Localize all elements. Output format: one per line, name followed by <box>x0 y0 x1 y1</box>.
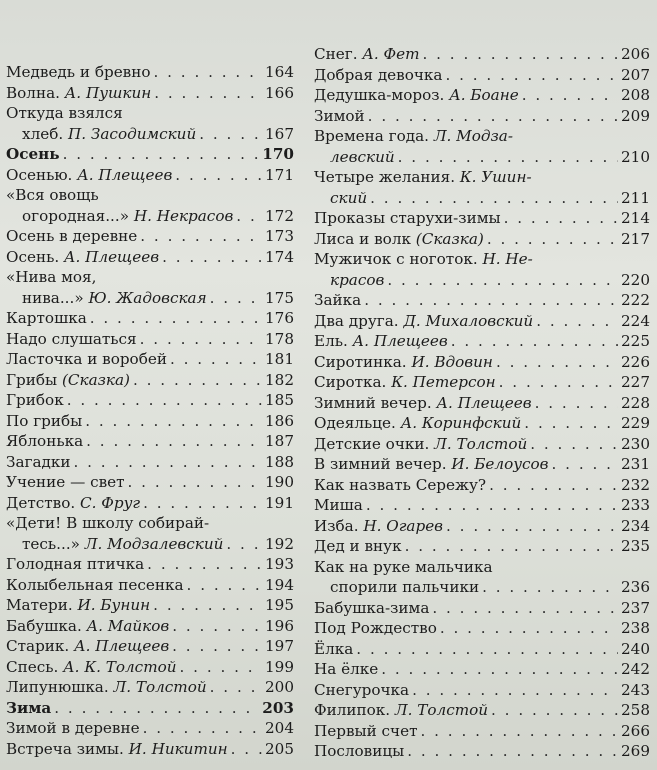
page-number: 232 <box>621 475 650 494</box>
page-number: 234 <box>621 516 650 535</box>
leader-dots <box>536 311 618 332</box>
toc-section-heading <box>6 144 294 165</box>
entry-title: На ёлке <box>314 660 379 678</box>
page-number: 235 <box>621 537 650 555</box>
page-number: 220 <box>621 270 650 289</box>
leader-dots <box>412 680 618 701</box>
entry-title: Зимой в деревне <box>6 719 140 737</box>
entry-title: Лиса и волк <box>314 229 416 248</box>
entry-title: Два друга. <box>314 311 404 330</box>
page-number: 178 <box>265 329 294 348</box>
entry-title: тесь...» <box>22 534 85 553</box>
entry-author: Л. Модзалевский <box>84 534 224 553</box>
leader-dots <box>524 413 618 434</box>
leader-dots <box>140 226 262 247</box>
page-number: 207 <box>621 65 650 84</box>
entry-author: А. К. Толстой <box>63 657 177 676</box>
toc-entry <box>314 65 650 86</box>
page-number: 240 <box>621 639 650 658</box>
leader-dots <box>423 44 619 65</box>
entry-author: Л. Толстой <box>394 701 489 719</box>
toc-entry <box>314 475 650 496</box>
toc-entry <box>6 431 294 452</box>
entry-title: нива...» <box>22 288 89 307</box>
entry-title: Осень. <box>6 247 64 266</box>
leader-dots <box>407 741 618 762</box>
entry-title: Осень в деревне <box>6 227 138 245</box>
page-number: 197 <box>265 637 294 655</box>
entry-author: А. Плещеев <box>77 165 173 184</box>
leader-dots <box>522 85 618 106</box>
entry-author: П. Засодимский <box>68 124 197 143</box>
entry-title: Первый счет <box>314 721 418 740</box>
leader-dots <box>172 616 262 637</box>
toc-entry <box>6 185 294 226</box>
leader-dots <box>432 598 618 619</box>
toc-entry <box>314 434 650 455</box>
entry-title-first-line: Откуда взялся <box>6 104 123 122</box>
entry-title: Колыбельная песенка <box>6 575 184 594</box>
entry-title: Добрая девочка <box>314 65 443 84</box>
leader-dots <box>420 721 618 742</box>
entry-title: Спесь. <box>6 657 64 676</box>
leader-dots <box>74 452 263 473</box>
entry-title: В зимний вечер. <box>314 455 452 473</box>
toc-entry <box>314 352 650 373</box>
entry-title: Ёлка <box>314 639 354 658</box>
entry-title: Проказы старухи-зимы <box>314 209 501 227</box>
leader-dots <box>489 475 618 496</box>
page-number: 258 <box>621 701 650 719</box>
page-number: 243 <box>621 680 650 699</box>
entry-title: Надо слушаться <box>6 329 137 348</box>
toc-entry <box>314 372 650 393</box>
entry-title: Картошка <box>6 309 87 327</box>
page-number: 227 <box>621 373 650 391</box>
toc-entry <box>314 44 650 65</box>
leader-dots <box>487 229 618 250</box>
leader-dots <box>143 493 262 514</box>
page-number: 229 <box>621 414 650 432</box>
entry-author: Н. Некрасов <box>133 206 234 225</box>
toc-entry <box>314 659 650 680</box>
leader-dots <box>153 595 262 616</box>
page-number: 171 <box>265 165 294 184</box>
page-number: 231 <box>621 455 650 473</box>
page-number: 199 <box>265 657 294 676</box>
entry-title: Встреча зимы. <box>6 739 129 758</box>
entry-title: Пословицы <box>314 742 405 760</box>
entry-author: Н. Не- <box>482 250 533 268</box>
entry-title: Волна. <box>6 83 65 102</box>
leader-dots <box>143 718 262 739</box>
toc-entry <box>314 331 650 352</box>
leader-dots <box>491 700 618 721</box>
entry-title: Снег. <box>314 45 363 63</box>
leader-dots <box>199 124 262 145</box>
toc-entry <box>6 329 294 350</box>
leader-dots <box>364 290 618 311</box>
page-number: 182 <box>265 370 294 389</box>
entry-title: Осень <box>6 145 60 163</box>
page-number: 185 <box>265 391 294 409</box>
entry-author: Л. Толстой <box>434 434 528 453</box>
leader-dots <box>67 390 262 411</box>
leader-dots <box>366 495 618 516</box>
page-number: 209 <box>621 106 650 125</box>
toc-entry <box>6 226 294 247</box>
toc-left-column <box>6 62 294 759</box>
toc-entry <box>6 493 294 514</box>
toc-entry <box>314 413 650 434</box>
toc-entry <box>6 62 294 83</box>
page-number: 228 <box>621 393 650 412</box>
entry-title: Зимой <box>314 106 365 125</box>
leader-dots <box>180 657 262 678</box>
page-number: 172 <box>265 206 294 225</box>
page-number: 203 <box>262 698 294 717</box>
entry-title: спорили пальчики <box>330 578 480 596</box>
page-number: 222 <box>621 291 650 309</box>
toc-entry <box>6 554 294 575</box>
toc-entry <box>314 680 650 701</box>
entry-title: Липунюшка. <box>6 678 114 696</box>
toc-entry <box>6 452 294 473</box>
entry-title: Матери. <box>6 596 78 614</box>
entry-title: Старик. <box>6 637 75 655</box>
entry-title: Сиротка. <box>314 373 392 391</box>
entry-title-first-line <box>314 167 650 188</box>
page-number: 195 <box>265 596 294 614</box>
leader-dots <box>90 308 262 329</box>
entry-author: Д. Михаловский <box>403 311 534 330</box>
page-number: 237 <box>621 598 650 617</box>
page-number: 175 <box>265 288 294 307</box>
leader-dots <box>140 329 262 350</box>
entry-title-first-line <box>314 249 650 270</box>
leader-dots <box>85 411 262 432</box>
leader-dots <box>504 208 618 229</box>
page-number: 174 <box>265 247 294 266</box>
page-number: 187 <box>265 432 294 450</box>
leader-dots <box>530 434 618 455</box>
toc-entry <box>314 249 650 290</box>
entry-title: Одеяльце. <box>314 414 401 432</box>
toc-entry <box>314 167 650 208</box>
entry-title: Учение — свет <box>6 473 125 491</box>
page-number: 210 <box>621 147 650 166</box>
toc-entry <box>6 513 294 554</box>
toc-entry <box>314 741 650 762</box>
toc-entry <box>6 636 294 657</box>
entry-title: Зайка <box>314 291 362 309</box>
entry-author: И. Никитин <box>128 739 228 758</box>
leader-dots <box>210 288 262 309</box>
page-number: 230 <box>621 434 650 453</box>
page-number: 204 <box>265 719 294 737</box>
page-number: 208 <box>621 86 650 104</box>
page-number: 188 <box>265 452 294 471</box>
entry-title: Голодная птичка <box>6 555 145 573</box>
entry-author: А. Фет <box>362 45 420 63</box>
leader-dots <box>370 188 618 209</box>
entry-title: Времена года. <box>314 127 434 145</box>
toc-entry <box>314 229 650 250</box>
entry-title: Снегурочка <box>314 680 410 699</box>
leader-dots <box>63 144 260 165</box>
page-number: 233 <box>621 496 650 514</box>
page-number: 181 <box>265 350 294 368</box>
toc-entry <box>6 472 294 493</box>
entry-title-first-line: «Вся овощь <box>6 186 99 204</box>
toc-entry <box>6 308 294 329</box>
page-number: 217 <box>621 229 650 248</box>
toc-entry <box>6 657 294 678</box>
entry-author: левский <box>330 147 395 166</box>
entry-title: Грибок <box>6 391 64 409</box>
entry-author: С. Фруг <box>80 493 141 512</box>
page-number: 205 <box>265 739 294 758</box>
leader-dots <box>175 165 262 186</box>
toc-entry <box>314 618 650 639</box>
toc-entry <box>6 595 294 616</box>
entry-title-first-line: «Нива моя, <box>6 268 97 286</box>
page-number: 269 <box>621 742 650 760</box>
entry-title: Дед и внук <box>314 537 402 555</box>
entry-title: По грибы <box>6 411 83 430</box>
leader-dots <box>54 698 259 719</box>
leader-dots <box>387 270 618 291</box>
leader-dots <box>147 554 262 575</box>
entry-title: Детство. <box>6 493 80 512</box>
toc-entry <box>6 575 294 596</box>
toc-entry <box>6 677 294 698</box>
entry-author: (Сказка) <box>415 229 484 248</box>
leader-dots <box>172 636 262 657</box>
toc-entry <box>6 739 294 760</box>
entry-title: Изба. <box>314 516 364 535</box>
entry-title: хлеб. <box>22 124 69 143</box>
toc-entry <box>314 536 650 557</box>
entry-author: (Сказка) <box>61 370 130 389</box>
entry-title: Зима <box>6 698 52 717</box>
page-number: 242 <box>621 660 650 678</box>
entry-title: Миша <box>314 496 363 514</box>
entry-title: Как назвать Сережу? <box>314 475 487 494</box>
leader-dots <box>154 62 263 83</box>
leader-dots <box>499 372 618 393</box>
page-number: 214 <box>621 209 650 227</box>
toc-entry <box>6 349 294 370</box>
page-number: 191 <box>265 493 294 512</box>
leader-dots <box>398 147 618 168</box>
toc-section-heading <box>6 698 294 719</box>
leader-dots <box>128 472 262 493</box>
leader-dots <box>405 536 618 557</box>
page-number: 224 <box>621 311 650 330</box>
page-number: 196 <box>265 616 294 635</box>
entry-title: Под Рождество <box>314 619 437 637</box>
entry-author: красов <box>330 270 385 289</box>
leader-dots <box>381 659 618 680</box>
entry-title: Детские очки. <box>314 434 435 453</box>
leader-dots <box>210 677 262 698</box>
page-number: 193 <box>265 555 294 573</box>
entry-title: Бабушка. <box>6 616 87 635</box>
toc-entry <box>314 516 650 537</box>
leader-dots <box>356 639 618 660</box>
leader-dots <box>535 393 618 414</box>
entry-title: Мужичок с ноготок. <box>314 250 483 268</box>
toc-entry <box>6 370 294 391</box>
page-number: 164 <box>265 63 294 81</box>
toc-entry <box>314 721 650 742</box>
toc-entry <box>6 103 294 144</box>
toc-entry <box>314 598 650 619</box>
entry-title: Филипок. <box>314 701 395 719</box>
page-number: 211 <box>621 188 650 207</box>
page-number: 186 <box>265 411 294 430</box>
leader-dots <box>231 739 262 760</box>
entry-title: Медведь и бревно <box>6 63 151 81</box>
leader-dots <box>86 431 262 452</box>
leader-dots <box>162 247 262 268</box>
leader-dots <box>187 575 262 596</box>
toc-entry <box>314 454 650 475</box>
leader-dots <box>226 534 262 555</box>
page-number: 226 <box>621 352 650 371</box>
entry-author: А. Майков <box>86 616 170 635</box>
toc-entry <box>314 557 650 598</box>
toc-entry <box>6 390 294 411</box>
leader-dots <box>446 516 618 537</box>
toc-entry <box>314 290 650 311</box>
leader-dots <box>496 352 618 373</box>
entry-author: А. Плещеев <box>436 393 532 412</box>
entry-title: Ласточка и воробей <box>6 350 167 368</box>
entry-title: Дедушка-мороз. <box>314 86 450 104</box>
leader-dots <box>154 83 262 104</box>
entry-title: Загадки <box>6 452 71 471</box>
entry-title-first-line: Как на руке мальчика <box>314 557 493 576</box>
entry-title: Бабушка-зима <box>314 598 430 617</box>
entry-title: Ель. <box>314 332 353 350</box>
entry-title: Яблонька <box>6 432 84 450</box>
leader-dots <box>451 331 618 352</box>
entry-author: Ю. Жадовская <box>88 288 207 307</box>
entry-author: Л. Модза- <box>433 127 513 145</box>
toc-entry <box>6 247 294 268</box>
entry-author: К. Ушин- <box>459 168 532 186</box>
entry-author: А. Плещеев <box>352 332 448 350</box>
toc-entry <box>314 85 650 106</box>
toc-entry <box>6 411 294 432</box>
entry-author: А. Плещеев <box>64 247 160 266</box>
entry-author: К. Петерсон <box>391 373 496 391</box>
page-number: 200 <box>265 678 294 696</box>
page-number: 225 <box>621 332 650 350</box>
entry-author: И. Вдовин <box>411 352 493 371</box>
toc-entry <box>314 208 650 229</box>
toc-entry <box>314 700 650 721</box>
entry-author: А. Коринфский <box>400 414 522 432</box>
page-number: 166 <box>265 83 294 102</box>
toc-entry <box>6 718 294 739</box>
page-number: 238 <box>621 619 650 637</box>
leader-dots <box>445 65 618 86</box>
page-number: 206 <box>621 45 650 63</box>
toc-entry <box>314 495 650 516</box>
leader-dots <box>170 349 262 370</box>
toc-entry <box>314 106 650 127</box>
toc-right-column <box>314 44 650 762</box>
leader-dots <box>368 106 618 127</box>
toc-entry <box>314 639 650 660</box>
toc-entry <box>6 267 294 308</box>
entry-title-first-line: «Дети! В школу собирай- <box>6 514 210 532</box>
entry-title: Осенью. <box>6 165 78 184</box>
entry-title: Грибы <box>6 370 62 389</box>
entry-author: А. Пушкин <box>64 83 152 102</box>
entry-title: Четыре желания. <box>314 168 460 186</box>
entry-author: И. Белоусов <box>451 455 549 473</box>
toc-entry <box>6 165 294 186</box>
entry-author: Н. Огарев <box>363 516 444 535</box>
entry-title: Зимний вечер. <box>314 393 437 412</box>
page-number: 194 <box>265 575 294 594</box>
page-number: 192 <box>265 534 294 553</box>
entry-author: А. Плещеев <box>74 637 170 655</box>
leader-dots <box>133 370 262 391</box>
entry-title-first-line <box>314 126 650 147</box>
toc-entry <box>314 311 650 332</box>
entry-author: А. Боане <box>449 86 519 104</box>
toc-entry <box>314 126 650 167</box>
page-number: 236 <box>621 578 650 596</box>
page-number: 173 <box>265 227 294 245</box>
page-number: 167 <box>265 124 294 143</box>
leader-dots <box>482 577 618 598</box>
entry-author: И. Бунин <box>77 596 151 614</box>
entry-author: ский <box>330 188 368 207</box>
toc-entry <box>314 393 650 414</box>
page-number: 266 <box>621 721 650 740</box>
page-number: 190 <box>265 473 294 491</box>
leader-dots <box>552 454 618 475</box>
leader-dots <box>236 206 262 227</box>
page-number: 170 <box>262 145 294 163</box>
toc-entry <box>6 616 294 637</box>
entry-title: Сиротинка. <box>314 352 412 371</box>
page-number: 176 <box>265 309 294 327</box>
entry-title: огородная...» <box>22 206 134 225</box>
toc-entry <box>6 83 294 104</box>
entry-author: Л. Толстой <box>113 678 207 696</box>
leader-dots <box>440 618 618 639</box>
